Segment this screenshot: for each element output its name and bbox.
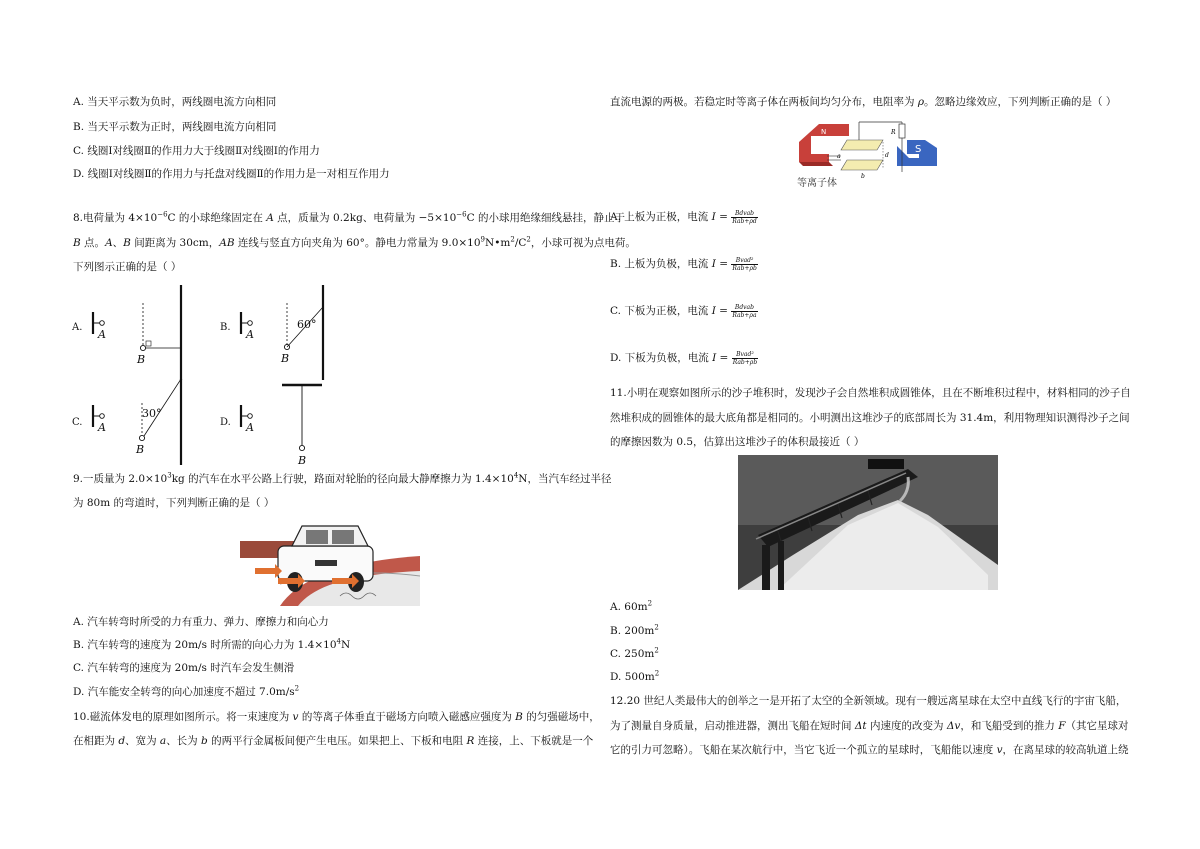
- fig-label-c: C.: [72, 417, 83, 428]
- q11-option-c: C. $250m^2$: [610, 646, 659, 660]
- q10-line-2: 在相距为 d、宽为 a、长为 b 的两平行金属板间便产生电压。如果把上、下板和电阻 R 连接，上、下板就是一个: [73, 735, 594, 747]
- svg-text:d: d: [885, 152, 889, 159]
- q8-line-2: B 点。A、B 间距离为 30cm，AB 连线与竖直方向夹角为 60°。静电力常量为 $9.0\times 10^9N•m^2/C^2$，小球可视为点电荷。: [73, 235, 636, 249]
- q10-option-b: B. 上板为负极，电流 I = $\frac{\text{Bvad²}}{\text{Rab+ρb}}$: [610, 256, 757, 272]
- q10-option-d: D. 下板为负极，电流 I = $\frac{\text{Bvad²}}{\text{Rab+ρb}}$: [610, 350, 758, 366]
- svg-text:A: A: [98, 421, 106, 434]
- mhd-generator-figure: [797, 114, 941, 190]
- q7-option-a: A. 当天平示数为负时，两线圈电流方向相同: [73, 96, 277, 108]
- q9-option-d: D. 汽车能安全转弯的向心加速度不超过 $7.0m/s^2$: [73, 684, 300, 698]
- q7-option-c: C. 线圈Ⅰ对线圈Ⅱ的作用力大于线圈Ⅱ对线圈Ⅰ的作用力: [73, 145, 320, 157]
- svg-text:R: R: [891, 129, 896, 136]
- svg-text:a: a: [837, 153, 841, 160]
- svg-text:60°: 60°: [297, 318, 317, 331]
- fraction: $\frac{\text{Bvad²}}{\text{Rab+ρb}}$: [732, 350, 758, 366]
- q10-continued-line: 直流电源的两极。若稳定时等离子体在两板间均匀分布，电阻率为 ρ。忽略边缘效应，下列判断正确的是（ ）: [610, 96, 1117, 108]
- car-turning-figure: [240, 516, 420, 606]
- q12-line-2: 为了测量自身质量，启动推进器，测出飞船在短时间 Δt 内速度的改变为 Δv，和飞船受到的推力 F（其它星球对: [610, 720, 1129, 732]
- svg-text:B: B: [137, 353, 146, 366]
- fraction: $\frac{\text{Bdvab}}{\text{Rab+ρa}}$: [732, 303, 757, 319]
- svg-text:B: B: [136, 443, 145, 456]
- fig-label-b: B.: [220, 322, 231, 333]
- q11-option-d: D. $500m^2$: [610, 669, 660, 683]
- svg-text:N: N: [821, 128, 827, 136]
- sand-pile-photo: [738, 455, 998, 590]
- svg-text:等离子体: 等离子体: [797, 178, 837, 189]
- q12-line-1: 12.20 世纪人类最伟大的创举之一是开拓了太空的全新领域。现有一艘远离星球在太空中直线飞行的宇宙飞船，: [610, 695, 1127, 707]
- svg-text:A: A: [98, 328, 106, 341]
- q10-line-1: 10.磁流体发电的原理如图所示。将一束速度为 v 的等离子体垂直于磁场方向喷入磁感应强度为 B 的匀强磁场中，: [73, 711, 600, 723]
- fig-label-d: D.: [220, 417, 231, 428]
- q10-option-c: C. 下板为正极，电流 I = $\frac{\text{Bdvab}}{\text{Rab+ρa}}$: [610, 303, 757, 319]
- q8-option-figures: [70, 285, 330, 465]
- svg-text:30°: 30°: [142, 407, 162, 420]
- q9-line-1: 9.一质量为 $2.0\times 10^3kg$ 的汽车在水平公路上行驶，路面对轮胎的径向最大静摩擦力为 $1.4\times 10^4N$，当汽车经过半径: [73, 471, 612, 485]
- q12-line-3: 它的引力可忽略）。飞船在某次航行中，当它飞近一个孤立的星球时，飞船能以速度 v，在离星球的较高轨道上绕: [610, 744, 1129, 756]
- svg-text:S: S: [915, 144, 922, 155]
- q11-line-1: 11.小明在观察如图所示的沙子堆积时，发现沙子会自然堆积成圆锥体，且在不断堆积过程中，材料相同的沙子自: [610, 387, 1131, 399]
- q9-option-c: C. 汽车转弯的速度为 20m/s 时汽车会发生侧滑: [73, 662, 295, 674]
- q7-option-b: B. 当天平示数为正时，两线圈电流方向相同: [73, 121, 277, 133]
- q11-option-a: A. $60m^2$: [610, 599, 653, 613]
- q9-option-a: A. 汽车转弯时所受的力有重力、弹力、摩擦力和向心力: [73, 616, 329, 628]
- q11-option-b: B. $200m^2$: [610, 623, 659, 637]
- q11-line-3: 的摩擦因数为 0.5，估算出这堆沙子的体积最接近（ ）: [610, 436, 865, 448]
- fig-label-a: A.: [72, 322, 83, 333]
- q9-option-b: B. 汽车转弯的速度为 20m/s 时所需的向心力为 $1.4\times 10^4N$: [73, 637, 351, 651]
- svg-text:B: B: [298, 454, 307, 465]
- svg-text:B: B: [281, 352, 290, 365]
- fraction: $\frac{\text{Bvad²}}{\text{Rab+ρb}}$: [732, 256, 757, 272]
- svg-text:A: A: [246, 328, 254, 341]
- q9-line-2: 为 80m 的弯道时，下列判断正确的是（ ）: [73, 497, 275, 509]
- svg-text:b: b: [861, 173, 865, 180]
- q7-option-d: D. 线圈Ⅰ对线圈Ⅱ的作用力与托盘对线圈Ⅱ的作用力是一对相互作用力: [73, 168, 390, 180]
- q8-line-1: 8.电荷量为 $4\times 10^{-6}C$ 的小球绝缘固定在 A 点，质量为 0.2kg、电荷量为 $-5\times 10^{-6}C$ 的小球用绝缘细线悬挂，静止于: [73, 210, 625, 224]
- q8-line-3: 下列图示正确的是（ ）: [73, 261, 182, 273]
- fraction: $\frac{\text{Bdvab}}{\text{Rab+ρd}}$: [732, 209, 757, 225]
- svg-text:A: A: [246, 421, 254, 434]
- q10-option-a: A. 上板为正极，电流 I = $\frac{\text{Bdvab}}{\text{Rab+ρd}}$: [610, 209, 757, 225]
- q11-line-2: 然堆积成的圆锥体的最大底角都是相同的。小明测出这堆沙子的底部周长为 31.4m，利用物理知识测得沙子之间: [610, 412, 1130, 424]
